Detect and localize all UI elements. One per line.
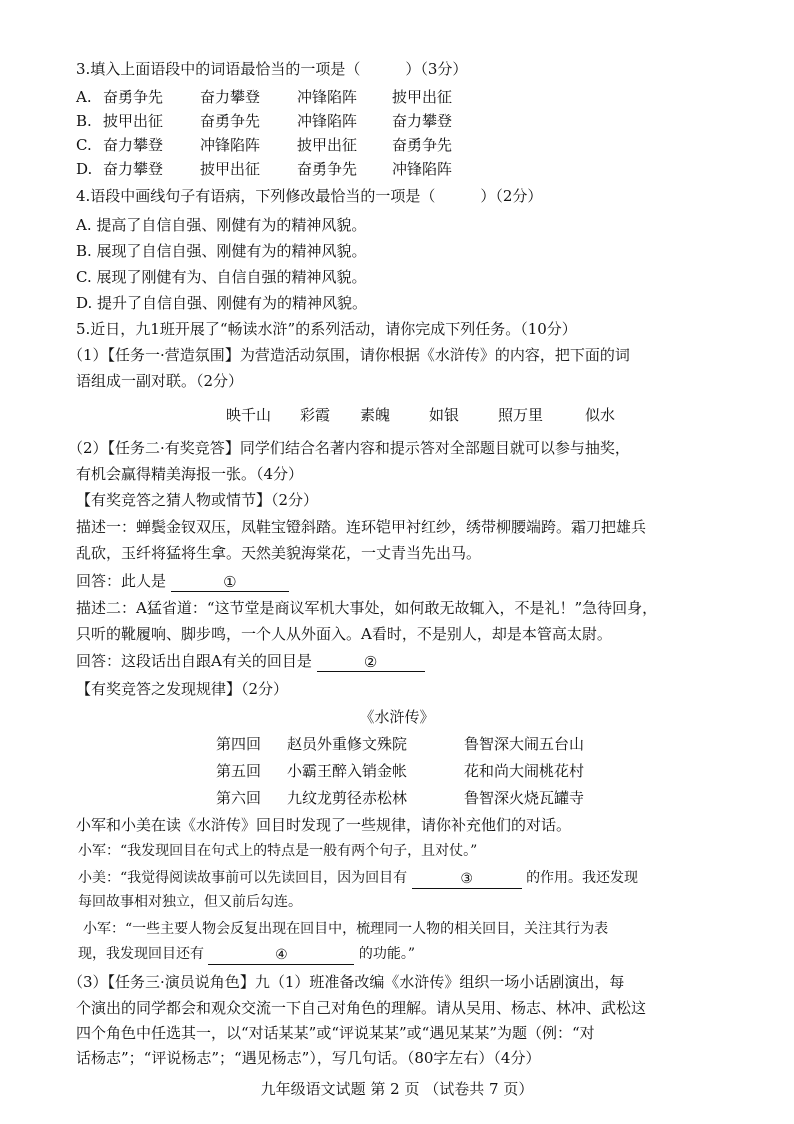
dialog-intro: 小军和小美在读《水浒传》回目时发现了一些规律，请你补充他们的对话。 xyxy=(76,816,572,834)
description2-line1: 描述二：A猛省道：“这节堂是商议军机大事处，如何敢无故辄入，不是礼！”急待回身， xyxy=(76,599,658,617)
answer1-row xyxy=(76,570,289,592)
task2-line2: 有机会赢得精美海报一张。（4分） xyxy=(76,465,304,483)
couplet-word: 素魄 xyxy=(360,406,391,424)
option-word: 披甲出征 xyxy=(200,160,261,178)
xiaomei-line1 xyxy=(78,867,638,889)
chapter-line-a: 九纹龙剪径赤松林 xyxy=(287,789,408,807)
option-word: 奋勇争先 xyxy=(297,160,358,178)
chapter-line-a: 小霸王醉入销金帐 xyxy=(287,762,408,780)
couplet-word: 映千山 xyxy=(226,406,272,424)
answer-blank-1[interactable]: ① xyxy=(171,571,289,592)
option-word: 冲锋陷阵 xyxy=(200,136,261,154)
q4-option-c: C. 展现了刚健有为、自信自强的精神风貌。 xyxy=(76,268,367,286)
xiaojun-text-before: 现，我发现回目还有 xyxy=(78,946,204,962)
couplet-word: 似水 xyxy=(585,406,616,424)
task3-line4: 话杨志”；“评说杨志”；“遇见杨志”），写几句话。（80字左右）（4分） xyxy=(76,1049,541,1067)
option-word: 披甲出征 xyxy=(103,112,164,130)
option-letter: D. xyxy=(76,160,93,178)
q4-option-a: A. 提高了自信自强、刚健有为的精神风貌。 xyxy=(76,216,367,234)
chapter-number: 第四回 xyxy=(216,735,262,753)
description2-line2: 只听的靴履响、脚步鸣，一个人从外面入。A看时，不是别人，却是本管高太尉。 xyxy=(76,625,612,643)
answer2-row xyxy=(76,650,425,672)
couplet-word: 照万里 xyxy=(498,406,544,424)
xiaojun-text-after: 的功能。” xyxy=(358,946,416,962)
q5-stem: 5.近日，九1班开展了“畅读水浒”的系列活动，请你完成下列任务。（10分） xyxy=(76,320,577,338)
xiaojun-line2: 小军：“一些主要人物会反复出现在回目中，梳理同一人物的相关回目，关注其行为表 xyxy=(83,921,609,937)
chapter-number: 第六回 xyxy=(216,789,262,807)
q3-stem: 3.填入上面语段中的词语最恰当的一项是（ ）（3分） xyxy=(76,60,468,78)
option-letter: B. xyxy=(76,112,92,130)
answer-blank-4[interactable]: ④ xyxy=(208,944,354,965)
option-word: 披甲出征 xyxy=(392,88,453,106)
chapter-line-a: 赵员外重修文殊院 xyxy=(287,735,408,753)
chapter-number: 第五回 xyxy=(216,762,262,780)
option-word: 奋勇争先 xyxy=(392,136,453,154)
guess-section-title: 【有奖竞答之猜人物或情节】（2分） xyxy=(76,491,319,509)
rule-section-title: 【有奖竞答之发现规律】（2分） xyxy=(76,680,289,698)
option-word: 披甲出征 xyxy=(297,136,358,154)
option-word: 奋勇争先 xyxy=(103,88,164,106)
task1-line2: 语组成一副对联。（2分） xyxy=(76,372,244,390)
task3-line3: 四个角色中任选其一，以“对话某某”或“评说某某”或“遇见某某”为题（例：“对 xyxy=(76,1024,595,1042)
task2-line1: （2）【任务二·有奖竞答】同学们结合名著内容和提示答对全部题目就可以参与抽奖， xyxy=(68,439,630,457)
option-word: 冲锋陷阵 xyxy=(392,160,453,178)
option-letter: C. xyxy=(76,136,92,154)
task3-line2: 个演出的同学都会和观众交流一下自己对角色的理解。请从吴用、杨志、林冲、武松这 xyxy=(76,999,647,1017)
option-word: 冲锋陷阵 xyxy=(297,88,358,106)
description1-line2: 乱砍，玉纤将猛将生拿。天然美貌海棠花，一丈青当先出马。 xyxy=(76,544,482,562)
option-word: 冲锋陷阵 xyxy=(297,112,358,130)
chapter-line-b: 花和尚大闹桃花村 xyxy=(464,762,585,780)
option-word: 奋力攀登 xyxy=(103,160,164,178)
answer2-label: 回答：这段话出自跟A有关的回目是 xyxy=(76,652,312,670)
task1-line1: （1）【任务一·营造氛围】为营造活动氛围，请你根据《水浒传》的内容，把下面的词 xyxy=(68,346,630,364)
chapter-line-b: 鲁智深大闹五台山 xyxy=(464,735,585,753)
q4-option-b: B. 展现了自信自强、刚健有为的精神风貌。 xyxy=(76,242,367,260)
description1-line1: 描述一：蝉鬓金钗双压，凤鞋宝镫斜踏。连环铠甲衬红纱，绣带柳腰端跨。霜刀把雄兵 xyxy=(76,518,647,536)
answer-blank-2[interactable]: ② xyxy=(317,651,425,672)
xiaojun-line3 xyxy=(78,943,415,965)
couplet-word: 如银 xyxy=(429,406,460,424)
book-title: 《水浒传》 xyxy=(359,708,435,726)
xiaomei-line2: 每回故事相对独立，但又前后勾连。 xyxy=(78,894,302,910)
task3-line1: （3）【任务三·演员说角色】九（1）班准备改编《水浒传》组织一场小话剧演出，每 xyxy=(68,973,625,991)
xiaomei-text-before: 小美：“我觉得阅读故事前可以先读回目，因为回目有 xyxy=(78,870,408,886)
q4-stem: 4.语段中画线句子有语病，下列修改最恰当的一项是（ ）（2分） xyxy=(76,187,543,205)
couplet-word: 彩霞 xyxy=(300,406,331,424)
q4-option-d: D. 提升了自信自强、刚健有为的精神风貌。 xyxy=(76,294,368,312)
answer1-label: 回答：此人是 xyxy=(76,572,167,590)
option-word: 奋力攀登 xyxy=(392,112,453,130)
page-footer: 九年级语文试题 第 2 页 （试卷共 7 页） xyxy=(260,1080,534,1098)
xiaomei-text-after: 的作用。我还发现 xyxy=(526,870,639,886)
xiaojun-line1: 小军：“我发现回目在句式上的特点是一般有两个句子，且对仗。” xyxy=(78,843,478,859)
option-letter: A. xyxy=(76,88,92,106)
option-word: 奋勇争先 xyxy=(200,112,261,130)
chapter-line-b: 鲁智深火烧瓦罐寺 xyxy=(464,789,585,807)
option-word: 奋力攀登 xyxy=(103,136,164,154)
option-word: 奋力攀登 xyxy=(200,88,261,106)
answer-blank-3[interactable]: ③ xyxy=(412,868,522,889)
